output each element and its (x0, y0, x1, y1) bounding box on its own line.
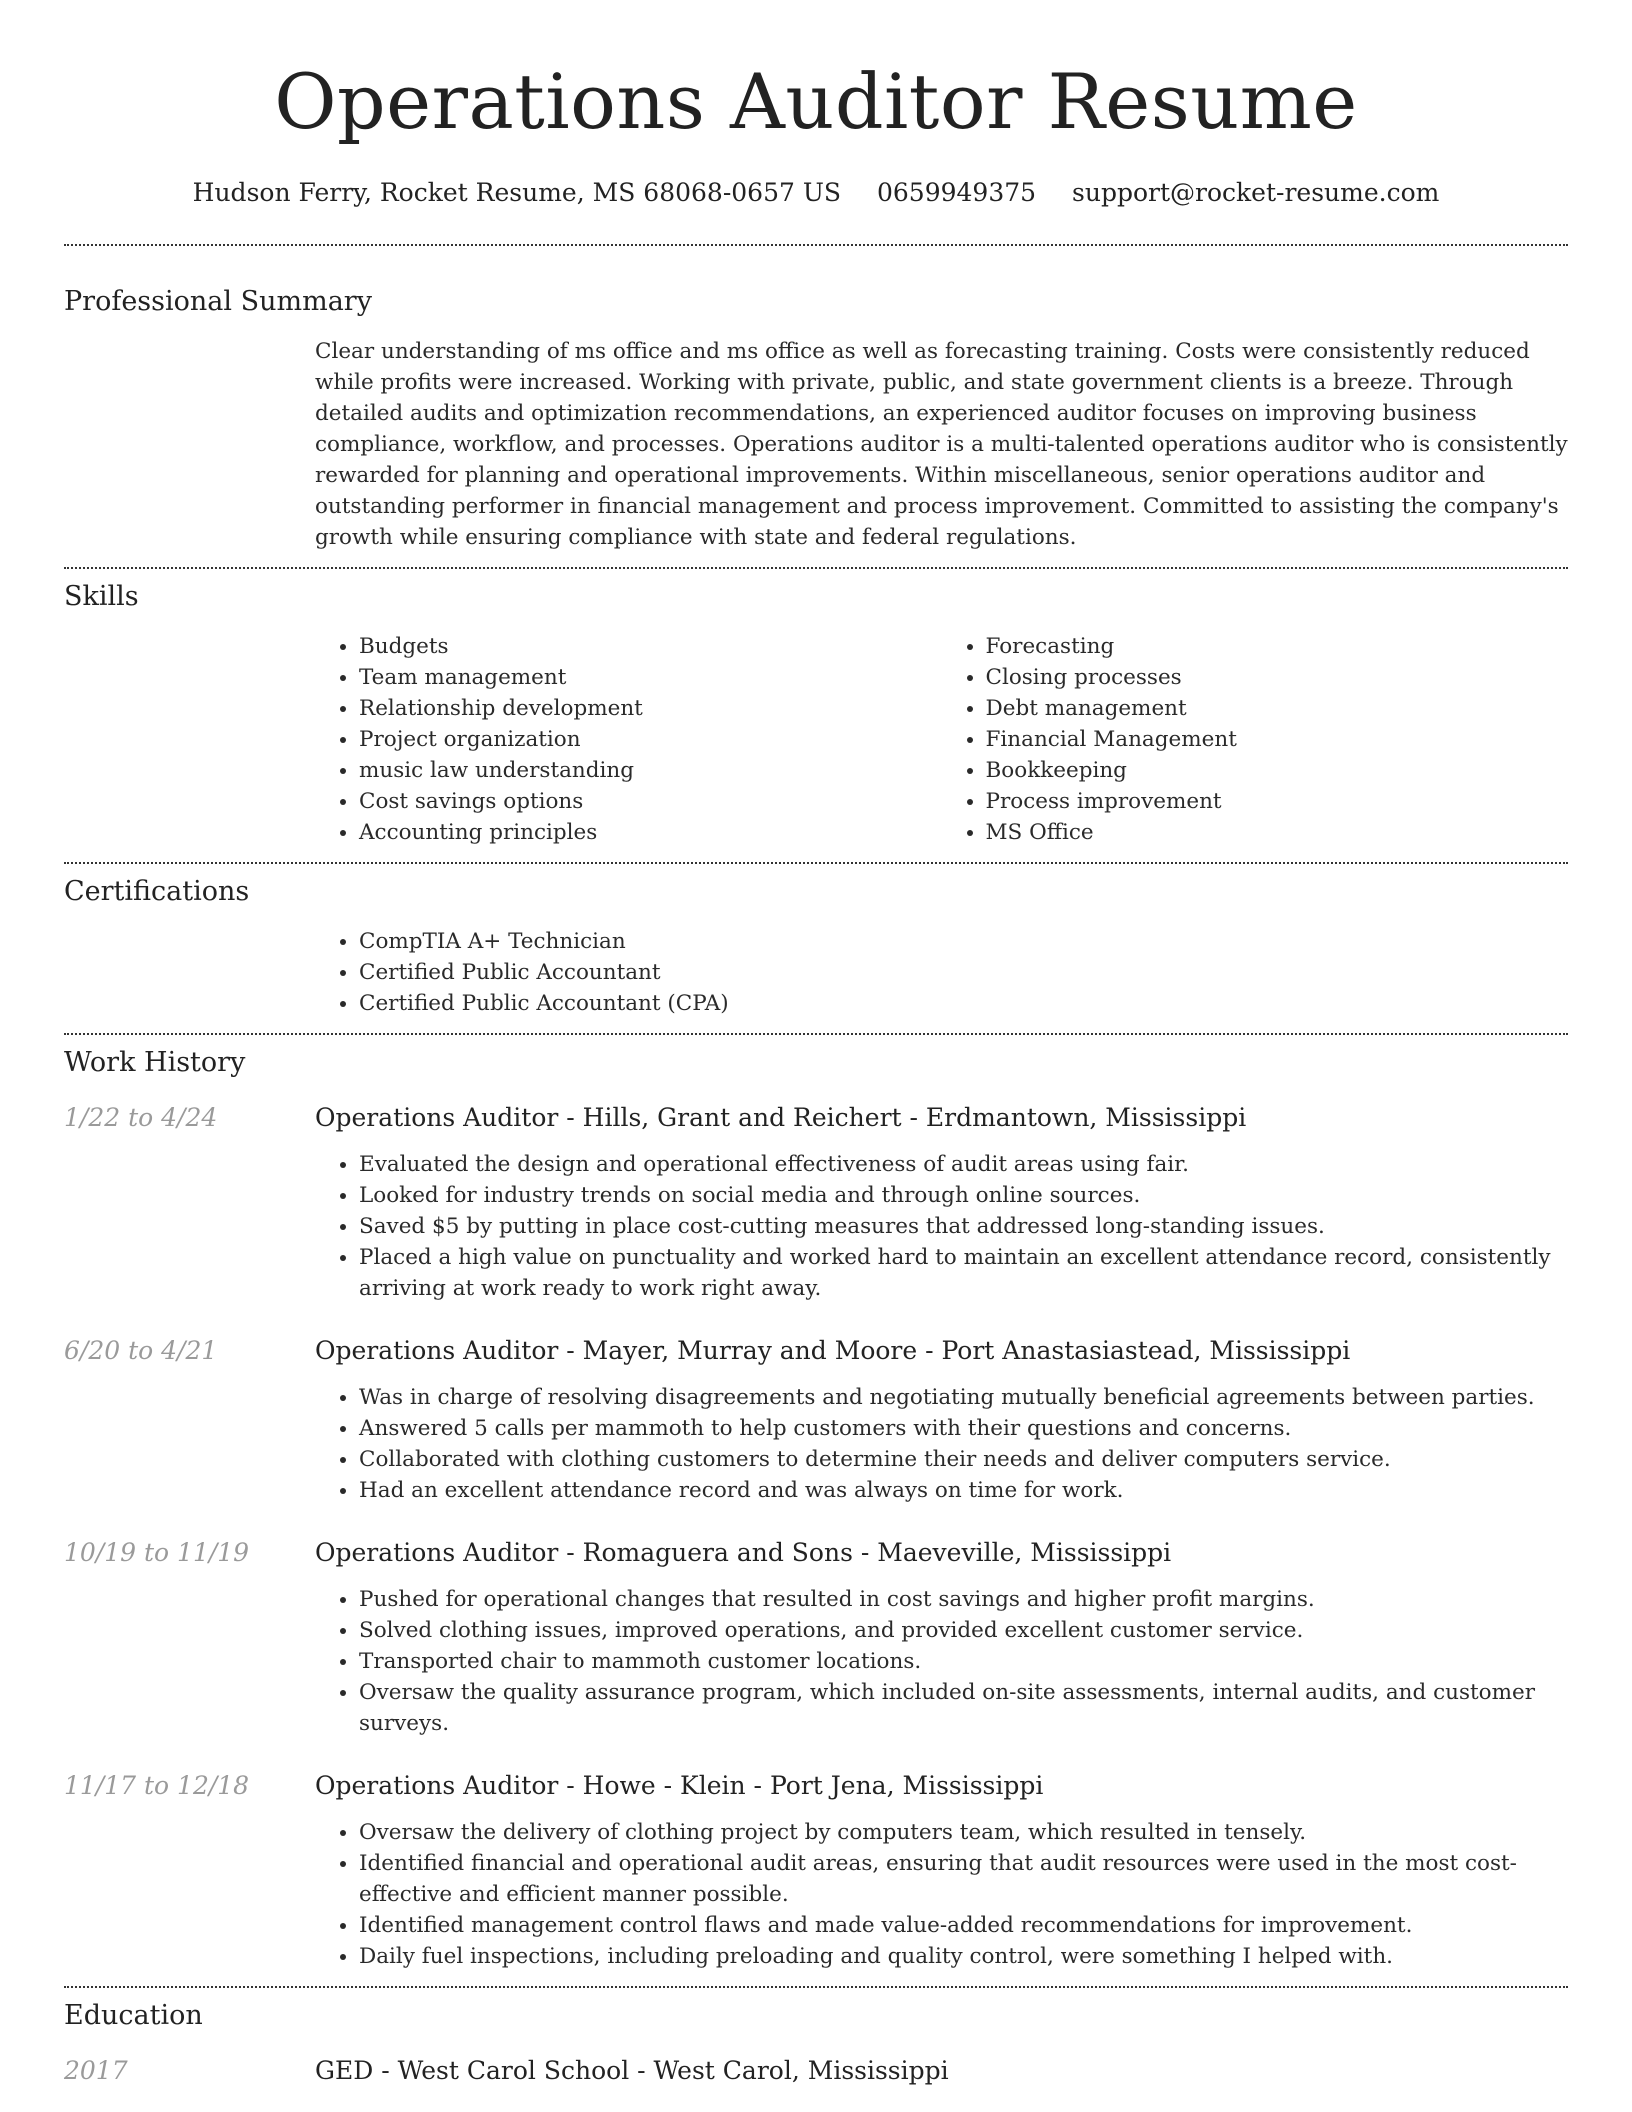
job-bullets (315, 1149, 1568, 1304)
certifications-list (315, 926, 1568, 1019)
summary-heading: Professional Summary (64, 286, 372, 317)
job-bullet: • Pushed for operational changes that resulted in cost savings and higher profit margins. (359, 1584, 1568, 1615)
skills-section (64, 579, 1568, 848)
skill-item: • Debt management (986, 693, 1569, 724)
page-title: Operations Auditor Resume (274, 57, 1358, 146)
certifications-section (64, 874, 1568, 1019)
summary-text: Clear understanding of ms office and ms office as well as forecasting training. Costs were consistently reduced while profits were increased. Working with private, public, and state government clients is a breeze. Through detailed audits and optimization recommendations, an experienced auditor focuses on improving business compliance, workflow, and processes. Operations auditor is a multi-talented operations auditor who is consistently rewarded for planning and operational improvements. Within miscellaneous, senior operations auditor and outstanding performer in financial management and process improvement. Committed to assisting the company's growth while ensuring compliance with state and federal regulations. (315, 339, 1568, 550)
job-bullet: • Collaborated with clothing customers to determine their needs and deliver computers service. (359, 1444, 1568, 1475)
section-divider (64, 244, 1568, 246)
education-section (64, 1998, 1568, 2088)
contact-line (64, 176, 1568, 210)
contact-address: Hudson Ferry, Rocket Resume, MS 68068-0657 US (192, 178, 842, 207)
education-heading: Education (64, 2000, 203, 2031)
job-date: 6/20 to 4/21 (64, 1336, 218, 1365)
job-bullet: • Oversaw the delivery of clothing project by computers team, which resulted in tensely. (359, 1817, 1568, 1848)
skill-item: • Closing processes (986, 662, 1569, 693)
skill-item: • Budgets (359, 631, 942, 662)
education-date: 2017 (64, 2056, 128, 2085)
job-bullet: • Saved $5 by putting in place cost-cutting measures that addressed long-standing issues. (359, 1211, 1568, 1242)
job-bullet: • Solved clothing issues, improved operations, and provided excellent customer service. (359, 1615, 1568, 1646)
job-entry (64, 1769, 1568, 1972)
skill-item: • Relationship development (359, 693, 942, 724)
section-divider (64, 1986, 1568, 1988)
skill-item: • Bookkeeping (986, 755, 1569, 786)
education-entry (64, 2054, 1568, 2088)
education-title: GED - West Carol School - West Carol, Mississippi (315, 2056, 949, 2085)
section-divider (64, 862, 1568, 864)
job-bullets (315, 1584, 1568, 1739)
skills-heading: Skills (64, 581, 139, 612)
job-bullet: • Was in charge of resolving disagreements and negotiating mutually beneficial agreements between parties. (359, 1382, 1568, 1413)
skill-item: • Cost savings options (359, 786, 942, 817)
job-date: 1/22 to 4/24 (64, 1103, 218, 1132)
skill-item: • Accounting principles (359, 817, 942, 848)
job-bullet: • Placed a high value on punctuality and worked hard to maintain an excellent attendance record, consistently arriving at work ready to work right away. (359, 1242, 1568, 1304)
skill-item: • Project organization (359, 724, 942, 755)
job-bullet: • Looked for industry trends on social media and through online sources. (359, 1180, 1568, 1211)
job-bullets (315, 1382, 1568, 1506)
job-title: Operations Auditor - Romaguera and Sons - Maeveville, Mississippi (315, 1538, 1172, 1567)
certification-item: • Certified Public Accountant (359, 957, 1568, 988)
certifications-heading: Certifications (64, 876, 250, 907)
job-title: Operations Auditor - Howe - Klein - Port Jena, Mississippi (315, 1771, 1044, 1800)
job-title: Operations Auditor - Hills, Grant and Reichert - Erdmantown, Mississippi (315, 1103, 1247, 1132)
certification-item: • Certified Public Accountant (CPA) (359, 988, 1568, 1019)
job-bullet: • Identified financial and operational audit areas, ensuring that audit resources were used in the most cost-effective and efficient manner possible. (359, 1848, 1568, 1910)
job-bullet: • Identified management control flaws and made value-added recommendations for improvement. (359, 1910, 1568, 1941)
job-bullet: • Answered 5 calls per mammoth to help customers with their questions and concerns. (359, 1413, 1568, 1444)
contact-phone: 0659949375 (877, 178, 1037, 207)
job-bullet: • Had an excellent attendance record and was always on time for work. (359, 1475, 1568, 1506)
skill-item: • Forecasting (986, 631, 1569, 662)
skill-item: • Process improvement (986, 786, 1569, 817)
contact-email: support@rocket-resume.com (1072, 178, 1440, 207)
job-bullets (315, 1817, 1568, 1972)
job-bullet: • Transported chair to mammoth customer locations. (359, 1646, 1568, 1677)
work-history-section (64, 1045, 1568, 1972)
skill-item: • Team management (359, 662, 942, 693)
job-title: Operations Auditor - Mayer, Murray and Moore - Port Anastasiastead, Mississippi (315, 1336, 1351, 1365)
job-bullet: • Evaluated the design and operational effectiveness of audit areas using fair. (359, 1149, 1568, 1180)
section-divider (64, 567, 1568, 569)
job-entry (64, 1536, 1568, 1739)
job-entry (64, 1334, 1568, 1506)
section-divider (64, 1033, 1568, 1035)
skills-list-left (315, 631, 942, 848)
skill-item: • music law understanding (359, 755, 942, 786)
job-date: 10/19 to 11/19 (64, 1538, 250, 1567)
skill-item: • Financial Management (986, 724, 1569, 755)
job-bullet: • Oversaw the quality assurance program, which included on-site assessments, internal audits, and customer surveys. (359, 1677, 1568, 1739)
job-bullet: • Daily fuel inspections, including preloading and quality control, were something I helped with. (359, 1941, 1568, 1972)
work-history-heading: Work History (64, 1047, 246, 1078)
skill-item: • MS Office (986, 817, 1569, 848)
skills-list-right (942, 631, 1569, 848)
job-date: 11/17 to 12/18 (64, 1771, 250, 1800)
job-entry (64, 1101, 1568, 1304)
summary-section (64, 284, 1568, 553)
certification-item: • CompTIA A+ Technician (359, 926, 1568, 957)
